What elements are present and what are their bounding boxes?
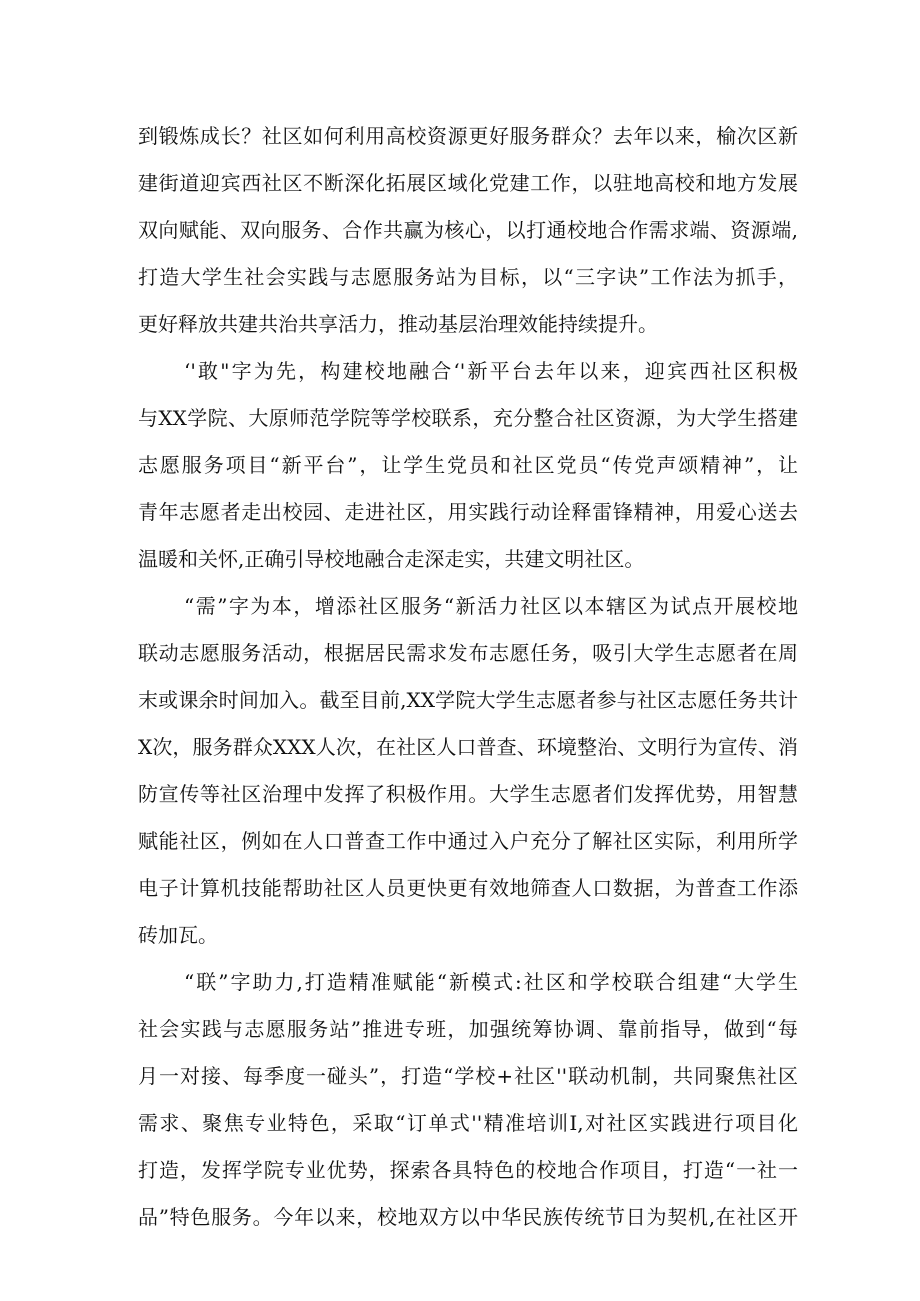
text-line: 青年志愿者走出校园、走进社区，用实践行动诠释雷锋精神，用爱心送去 bbox=[138, 500, 798, 524]
text-line: 更好释放共建共治共享活力，推动基层治理效能持续提升。 bbox=[138, 312, 658, 336]
text-line: 与XX学院、大原师范学院等学校联系，充分整合社区资源，为大学生搭建 bbox=[138, 406, 798, 430]
text-line: X次，服务群众XXX人次，在社区人口普查、环境整治、文明行为宣传、消 bbox=[138, 735, 798, 759]
text-line: 社会实践与志愿服务站”推进专班，加强统筹协调、靠前指导，做到“每 bbox=[138, 1017, 798, 1041]
text-line: 电子计算机技能帮助社区人员更快更有效地筛查人口数据，为普查工作添 bbox=[138, 876, 798, 900]
text-line: 志愿服务项目“新平台”，让学生党员和社区党员“传党声颂精神”，让 bbox=[138, 453, 798, 477]
text-line: 砖加瓦。 bbox=[138, 923, 218, 947]
text-line: 到锻炼成长？社区如何利用高校资源更好服务群众？去年以来，榆次区新 bbox=[138, 124, 798, 148]
text-line: 防宣传等社区治理中发挥了积极作用。大学生志愿者们发挥优势，用智慧 bbox=[138, 782, 798, 806]
text-line: 温暖和关怀,正确引导校地融合走深走实，共建文明社区。 bbox=[138, 547, 645, 571]
text-line: 需求、聚焦专业特色，采取“订单式''精准培训I,对社区实践进行项目化 bbox=[138, 1111, 798, 1135]
text-line: 末或课余时间加入。截至目前,XX学院大学生志愿者参与社区志愿任务共计 bbox=[138, 688, 798, 712]
text-line: 打造大学生社会实践与志愿服务站为目标，以“三字诀”工作法为抓手， bbox=[138, 265, 798, 289]
text-line: 赋能社区，例如在人口普查工作中通过入户充分了解社区实际，利用所学 bbox=[138, 829, 798, 853]
paragraph-start-line: ‘'敢"字为先，构建校地融合‘'新平台去年以来，迎宾西社区积极 bbox=[184, 359, 798, 383]
text-line: 打造，发挥学院专业优势，探索各具特色的校地合作项目，打造“一社一 bbox=[138, 1158, 798, 1182]
text-line: 双向赋能、双向服务、合作共赢为核心，以打通校地合作需求端、资源端, bbox=[138, 218, 798, 242]
text-line: 月一对接、每季度一碰头”，打造“学校+社区''联动机制，共同聚焦社区 bbox=[138, 1064, 798, 1088]
text-line: 品”特色服务。今年以来，校地双方以中华民族传统节日为契机,在社区开 bbox=[138, 1205, 798, 1229]
paragraph-start-line: “需”字为本，增添社区服务“新活力社区以本辖区为试点开展校地 bbox=[184, 594, 798, 618]
text-line: 联动志愿服务活动，根据居民需求发布志愿任务，吸引大学生志愿者在周 bbox=[138, 641, 798, 665]
text-line: 建街道迎宾西社区不断深化拓展区域化党建工作，以驻地高校和地方发展 bbox=[138, 171, 798, 195]
paragraph-start-line: “联”字助力,打造精准赋能“新模式:社区和学校联合组建“大学生 bbox=[184, 970, 798, 994]
